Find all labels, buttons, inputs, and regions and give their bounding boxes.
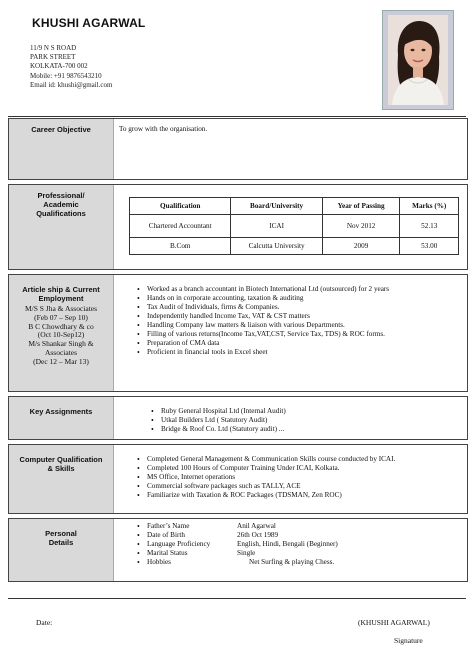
qualifications-section [8,184,468,270]
table-row [130,238,459,255]
list-item: • MS Office, Internet operations [147,473,463,482]
list-item: • Handling Company law matters & liaison with various Departments. [147,321,463,330]
col-header: Qualification [130,198,231,215]
section-label-cell [9,445,114,513]
employment-line: Associates [44,347,78,357]
section-label-cell [9,119,114,179]
mobile-line: Mobile: +91 9876543210 [30,71,102,80]
list-item [147,558,463,567]
assignments-label: Key Assignments [29,407,93,416]
col-header: Board/University [231,198,322,215]
employment-line: M/s Shankar Singh & [28,339,94,349]
list-item: • Proficient in financial tools in Excel sheet [147,348,463,357]
signatory-name: (KHUSHI AGARWAL) [358,618,430,627]
computer-skills-body [133,455,463,500]
section-label-cell [9,185,114,269]
list-item [147,522,463,531]
table-header-row [130,198,459,215]
articleship-label: Article ship & Current Employment [22,285,100,303]
list-item: • Familiarize with Taxation & ROC Packages (TDSMAN, Zen ROC) [147,491,463,500]
footer-divider [8,598,466,599]
assignments-body [147,407,463,434]
detail-key: • Date of Birth [147,531,185,539]
detail-value: Anil Agarwal [237,522,276,530]
profile-photo [388,15,448,105]
detail-value: Net Surfing & playing Chess. [249,558,335,566]
career-objective-section [8,118,468,180]
table-cell: Chartered Accountant [130,215,231,238]
list-item: • Completed General Management & Communication Skills course conducted by ICAI. [147,455,463,464]
personal-details-body [133,522,463,567]
table-cell: 53.00 [400,238,459,255]
resume-page [6,4,468,652]
table-row [130,215,459,238]
contact-block [30,44,112,90]
personal-details-label: Personal Details [45,529,77,547]
detail-key: • Hobbies [147,558,171,566]
detail-key: • Language Proficiency [147,540,211,548]
list-item: • Utkal Builders Ltd ( Statutory Audit) [161,416,463,425]
address-line: 11/9 N S ROAD [30,44,77,52]
list-item: • Hands on in corporate accounting, taxation & auditing [147,294,463,303]
list-item: • Tax Audit of Individuals, firms & Companies. [147,303,463,312]
detail-value: English, Hindi, Bengali (Beginner) [237,540,338,548]
articleship-body [133,285,463,357]
table-cell: B.Com [130,238,231,255]
list-item: • Completed 100 Hours of Computer Training Under ICAI, Kolkata. [147,464,463,473]
table-cell: Calcutta University [231,238,322,255]
detail-value: Single [237,549,256,557]
qualifications-table [129,197,459,255]
section-label-cell [9,275,114,391]
personal-details-list [133,522,463,567]
col-header: Marks (%) [400,198,459,215]
address-line: PARK STREET [30,53,76,62]
computer-skills-list [133,455,463,500]
col-header: Year of Passing [322,198,400,215]
section-label-cell [9,397,114,439]
signature-label: Signature [394,636,423,645]
detail-key: • Father’s Name [147,522,190,530]
personal-details-section [8,518,468,582]
table-cell: Nov 2012 [322,215,400,238]
table-cell: ICAI [231,215,322,238]
list-item: • Filling of various returns(Income Tax,VAT,CST, Service Tax, TDS) & ROC forms. [147,330,463,339]
date-label: Date: [36,618,53,627]
employment-line: (Dec 12 – Mar 13) [33,356,89,366]
candidate-name: KHUSHI AGARWAL [32,16,146,30]
career-objective-text: To grow with the organisation. [119,125,208,133]
list-item [147,540,463,549]
list-item: • Commercial software packages such as TALLY, ACE [147,482,463,491]
employment-line: (Oct 10-Sep12) [37,330,85,340]
header-divider [8,116,466,117]
email-line: Email id: khushi@gmail.com [30,80,113,89]
career-objective-label: Career Objective [31,125,91,134]
list-item: • Bridge & Roof Co. Ltd (Statutory audit) ... [161,425,463,434]
list-item: • Ruby General Hospital Ltd (Internal Audit) [161,407,463,416]
section-label-cell [9,519,114,581]
computer-skills-label: Computer Qualification & Skills [19,455,103,473]
articleship-list [133,285,463,357]
table-cell: 52.13 [400,215,459,238]
portrait-illustration [388,15,448,105]
list-item: • Preparation of CMA data [147,339,463,348]
articleship-section [8,274,468,392]
photo-frame [382,10,454,110]
table-cell: 2009 [322,238,400,255]
detail-value: 26th Oct 1989 [237,531,279,539]
employment-line: B C Chowdhary & co [28,321,94,331]
qualifications-label: Professional/ Academic Qualifications [36,191,86,218]
list-item [147,531,463,540]
list-item: • Independently handled Income Tax, VAT & CST matters [147,312,463,321]
list-item [147,549,463,558]
detail-key: • Marital Status [147,549,188,557]
employment-line: (Feb 07 – Sep 10) [34,312,88,322]
assignments-section [8,396,468,440]
assignments-list [147,407,463,434]
list-item: • Worked as a branch accountant in Biotech International Ltd (outsourced) for 2 years [147,285,463,294]
employment-line: M/S S Jha & Associates [24,304,98,313]
employment-history [9,305,113,367]
address-line: KOLKATA-700 002 [30,62,88,71]
computer-skills-section [8,444,468,514]
